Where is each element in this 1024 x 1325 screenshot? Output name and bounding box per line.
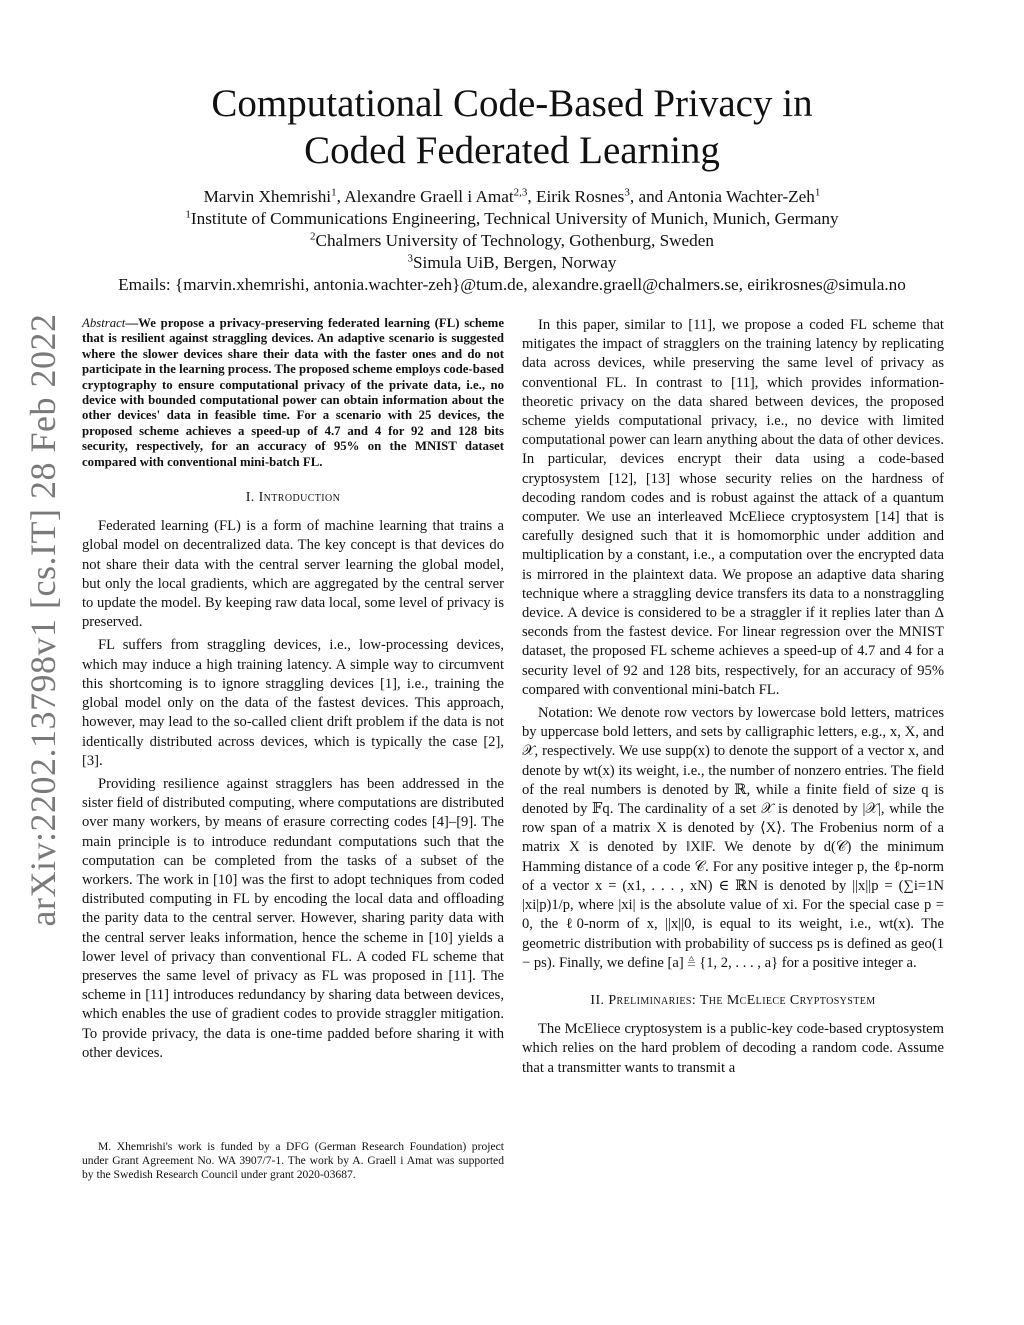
- section-1-title: Introduction: [258, 490, 341, 506]
- arxiv-stamp: [18, 313, 68, 927]
- affiliation-2: [60, 230, 964, 252]
- affiliation-2-text: Chalmers University of Technology, Gothenburg, Sweden: [315, 231, 714, 250]
- section-1-number: I.: [245, 490, 255, 506]
- section-1-heading: [82, 488, 504, 507]
- affiliation-3-sup: 3: [407, 252, 413, 265]
- author-4-sup: 1: [814, 186, 821, 199]
- author-3: Eirik Rosnes: [536, 187, 625, 206]
- title-line-2: Coded Federated Learning: [304, 129, 720, 172]
- affiliation-1-text: Institute of Communications Engineering, Technical University of Munich, Munich, Germany: [190, 209, 839, 228]
- paper-title: [60, 80, 964, 174]
- intro-paragraph-3: Providing resilience against stragglers has been addressed in the sister field of distributed computing, where computations are distributed over many workers, by means of erasure correcting codes [4]–[9]. The main principle is to introduce redundant computations such that the computation can be completed from the tasks of a subset of the workers. The work in [10] was the first to adopt techniques from coded distributed computing in FL by encoding the local data and offloading the parity data to the central server. However, sharing parity data with the central server leaks information, hence the scheme in [10] yields a lower level of privacy than conventional FL. A coded FL scheme that preserves the same level of privacy as FL was proposed in [11]. The scheme in [11] introduces redundancy by sharing data between devices, which enables the use of gradient codes to provide straggler mitigation. To provide privacy, the data is one-time padded before sharing it with other devices.: [82, 775, 504, 1061]
- arxiv-identifier: arXiv:2202.13798v1 [cs.IT] 28 Feb 2022: [23, 313, 63, 927]
- author-2: Alexandre Graell i Amat: [344, 187, 514, 206]
- emails: Emails: {marvin.xhemrishi, antonia.wachter-zeh}@tum.de, alexandre.graell@chalmers.se, eirikrosnes@simula.no: [118, 275, 906, 294]
- paper-header: [60, 80, 964, 296]
- footnote: [82, 1140, 504, 1182]
- author-3-sup: 3: [624, 186, 630, 199]
- author-4: and Antonia Wachter-Zeh: [638, 187, 815, 206]
- affiliation-3-text: Simula UiB, Bergen, Norway: [412, 253, 617, 272]
- intro-paragraph-1: Federated learning (FL) is a form of machine learning that trains a global model on decentralized data. The key concept is that devices do not share their data with the central server learning the global model, but only the local gradients, which are aggregated by the central server to update the model. By keeping raw data local, some level of privacy is preserved.: [82, 518, 504, 631]
- section-2-heading: [522, 991, 944, 1010]
- affiliation-3: [60, 252, 964, 274]
- author-1: Marvin Xhemrishi: [203, 187, 332, 206]
- abstract-text: —We propose a privacy-preserving federated learning (FL) scheme that is resilient against straggling devices. An adaptive scenario is suggested where the slower devices share their data with the faster ones and do not participate in the learning process. The proposed scheme employs code-based cryptography to ensure computational privacy of the private data, i.e., no device with bounded computational power can obtain information about the other devices' data in feasible time. For a scenario with 25 devices, the proposed scheme achieves a speed-up of 4.7 and 4 for 92 and 128 bits security, respectively, for an accuracy of 95% on the MNIST dataset compared with conventional mini-batch FL.: [82, 316, 504, 469]
- author-list: Marvin Xhemrishi$^1$, Alexandre Graell i Amat$^{2,3}$, Eirik Rosnes$^3$, and Antonia Wachter-Zeh$^1$: [203, 186, 821, 206]
- mceliece-paragraph: The McEliece cryptosystem is a public-key code-based cryptosystem which relies on the hard problem of decoding a random code. Assume that a transmitter wants to transmit a: [522, 1021, 944, 1076]
- abstract: [82, 316, 504, 470]
- left-column: [82, 316, 504, 1067]
- right-column: [522, 316, 944, 1082]
- intro-paragraph-2: FL suffers from straggling devices, i.e., low-processing devices, which may induce a high training latency. A simple way to circumvent this shortcoming is to ignore straggling devices [1], i.e., training the global model only on the data of the fastest devices. This approach, however, may lead to the so-called client drift problem if the data is not identically distributed across devices, which is typically the case [2], [3].: [82, 637, 504, 769]
- notation-paragraph: Notation: We denote row vectors by lowercase bold letters, matrices by uppercase bold letters, and sets by calligraphic letters, e.g., x, X, and 𝒳, respectively. We use supp(x) to denote the support of a vector x, and denote by wt(x) its weight, i.e., the number of nonzero entries. The field of the real numbers is denoted by ℝ, while a finite field of size q is denoted by 𝔽q. The cardinality of a set 𝒳 is denoted by |𝒳|, while the row span of a matrix X is denoted by ⟨X⟩. The Frobenius norm of a matrix X is denoted by ‖X‖F. We denote by d(𝒞) the minimum Hamming distance of a code 𝒞. For any positive integer p, the ℓp-norm of a vector x = (x1, . . . , xN) ∈ ℝN is denoted by ||x||p = (∑i=1N |xi|p)1/p, where |xi| is the absolute value of xi. For the special case p = 0, the ℓ0-norm of x, ||x||0, is equal to its weight, i.e., wt(x). The geometric distribution with probability of success ps is defined as geo(1 − ps). Finally, we define [a] ≜ {1, 2, . . . , a} for a positive integer a.: [522, 705, 944, 971]
- abstract-label: Abstract: [82, 316, 126, 330]
- right-paragraph-1: In this paper, similar to [11], we propose a coded FL scheme that mitigates the impact of stragglers on the training latency by replicating data across devices, while preserving the same level of privacy as conventional FL. In contrast to [11], which provides information-theoretic privacy on the data shared between devices, the proposed scheme yields computational privacy, i.e., no device with limited computational power can learn anything about the data of other devices. In particular, devices encrypt their data using a code-based cryptosystem [12], [13] whose security relies on the hardness of decoding random codes and is robust against the attack of a quantum computer. We use an interleaved McEliece cryptosystem [14] that is carefully designed such that it is homomorphic under addition and multiplication by a constant, i.e., a computation over the encrypted data is mirrored in the plaintext data. We propose an adaptive data sharing technique where a straggling device transfers its data to a nonstraggling device. A device is considered to be a straggler if it replies later than Δ seconds from the fastest device. For linear regression over the MNIST dataset, the proposed FL scheme achieves a speed-up of 4.7 and 4 for a security level of 92 and 128 bits, respectively, for an accuracy of 95% compared with conventional mini-batch FL.: [522, 317, 944, 698]
- affiliation-2-sup: 2: [310, 230, 316, 243]
- author-1-sup: 1: [331, 186, 337, 199]
- section-2-title: Preliminaries: The McEliece Cryptosystem: [608, 992, 876, 1008]
- affiliation-1-sup: 1: [185, 208, 191, 221]
- title-line-1: Computational Code-Based Privacy in: [211, 82, 813, 125]
- author-2-sup: 2,3: [513, 186, 528, 199]
- funding-footnote: M. Xhemrishi's work is funded by a DFG (German Research Foundation) project under Grant Agreement No. WA 3907/7-1. The work by A. Graell i Amat was supported by the Swedish Research Council under grant 2020-03687.: [82, 1140, 504, 1181]
- section-2-number: II.: [590, 992, 605, 1008]
- affiliation-1: [60, 208, 964, 230]
